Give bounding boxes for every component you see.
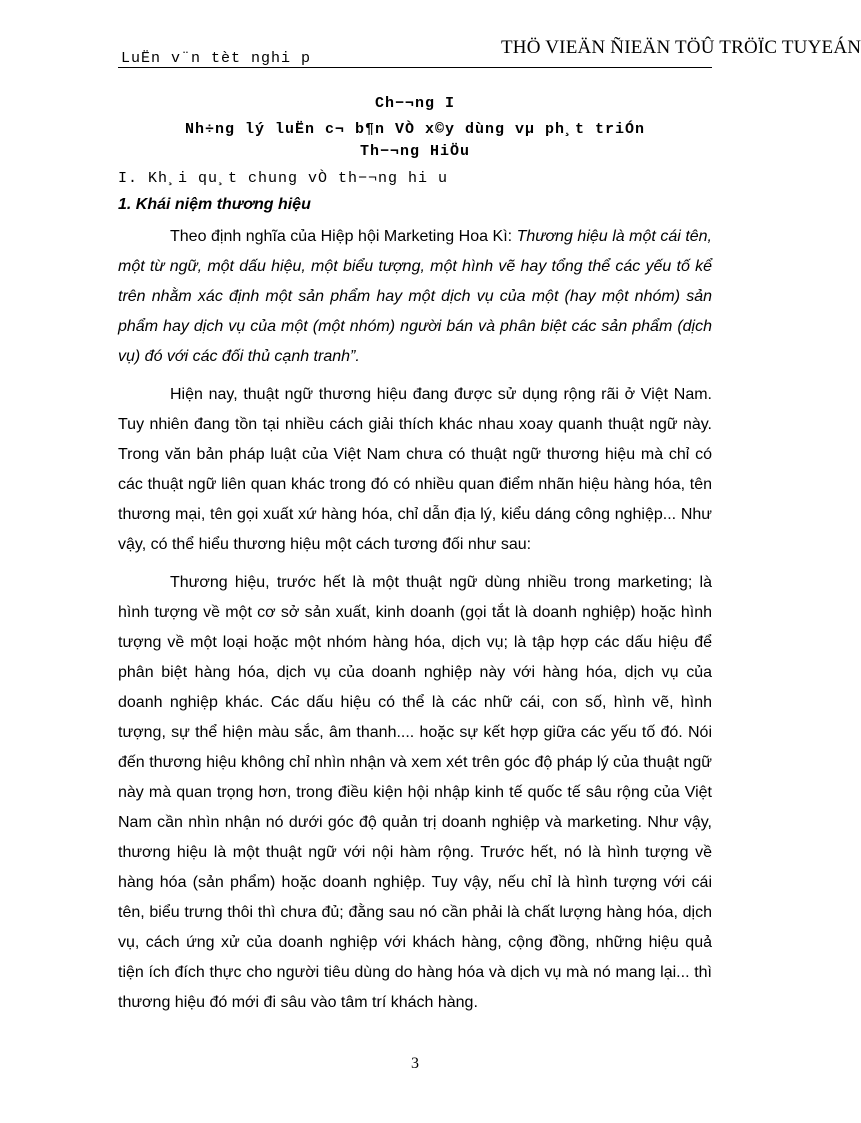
chapter-title-line1: Nh÷ng lý luËn c¬ b¶n VÒ x©y dùng vµ ph¸t triÓn [184, 121, 646, 138]
definition-quote: Thương hiệu là một cái tên, một từ ngữ, một dấu hiệu, một biểu tượng, một hình vẽ hay tổng thể các yếu tố kể trên nhằm xác định một sản phẩm hay một dịch vụ của một (hay một nhóm) sản phẩm hay dịch vụ của một (một nhóm) người bán và phân biệt các sản phẩm (dịch vụ) đó với các đối thủ cạnh tranh”. [118, 228, 712, 365]
body-text [118, 222, 712, 1026]
subsection-heading: 1. Khái niệm thương hiệu [118, 196, 311, 213]
chapter-title-line2: Th−¬ng HiÖu [359, 143, 471, 160]
paragraph-definition [118, 222, 712, 372]
running-header: LuËn v¨n tèt nghi p [121, 50, 312, 67]
definition-intro: Theo định nghĩa của Hiệp hội Marketing Hoa Kì: [170, 228, 517, 245]
paragraph-brand-explanation: Thương hiệu, trước hết là một thuật ngữ dùng nhiều trong marketing; là hình tượng về một cơ sở sản xuất, kinh doanh (gọi tắt là doanh nghiệp) hoặc hình tượng về một loại hoặc một nhóm hàng hóa, dịch vụ; là tập hợp các dấu hiệu để phân biệt hàng hóa, dịch vụ của doanh nghiệp này với hàng hóa, dịch vụ của doanh nghiệp khác. Các dấu hiệu có thể là các nhữ cái, con số, hình vẽ, hình tượng, sự thể hiện màu sắc, âm thanh.... hoặc sự kết hợp giữa các yếu tố đó. Nói đến thương hiệu không chỉ nhìn nhận và xem xét trên góc độ pháp lý của thuật ngữ này mà quan trọng hơn, trong điều kiện hội nhập kinh tế quốc tế sâu rộng của Việt Nam cần nhìn nhận nó dưới góc độ quản trị doanh nghiệp và marketing. Như vậy, thương hiệu là một thuật ngữ với nội hàm rộng. Trước hết, nó là hình tượng về hàng hóa (sản phẩm) hoặc doanh nghiệp. Tuy vậy, nếu chỉ là hình tượng với cái tên, biểu trưng thôi thì chưa đủ; đằng sau nó cần phải là chất lượng hàng hóa, dịch vụ, cách ứng xử của doanh nghiệp với khách hàng, cộng đồng, những hiệu quả tiện ích đích thực cho người tiêu dùng do hàng hóa và dịch vụ mà nó mang lại... thì thương hiệu đó mới đi sâu vào tâm trí khách hàng. [118, 574, 712, 1011]
section-heading: I. Kh¸i qu¸t chung vÒ th−¬ng hi u [118, 170, 449, 187]
page-number: 3 [411, 1055, 419, 1072]
chapter-label: Ch−¬ng I [374, 95, 455, 112]
paragraph-current-usage: Hiện nay, thuật ngữ thương hiệu đang được sử dụng rộng rãi ở Việt Nam. Tuy nhiên đang tồn tại nhiều cách giải thích khác nhau xoay quanh thuật ngữ này. Trong văn bản pháp luật của Việt Nam chưa có thuật ngữ thương hiệu mà chỉ có các thuật ngữ liên quan khác trong đó có nhiều quan điểm nhãn hiệu hàng hóa, tên thương mại, tên gọi xuất xứ hàng hóa, chỉ dẫn địa lý, kiểu dáng công nghiệp... Như vậy, có thể hiểu thương hiệu một cách tương đối như sau: [118, 386, 712, 553]
header-divider [118, 67, 712, 68]
library-watermark: THÖ VIEÄN ÑIEÄN TÖÛ TRÖÏC TUYEÁN [501, 37, 861, 58]
